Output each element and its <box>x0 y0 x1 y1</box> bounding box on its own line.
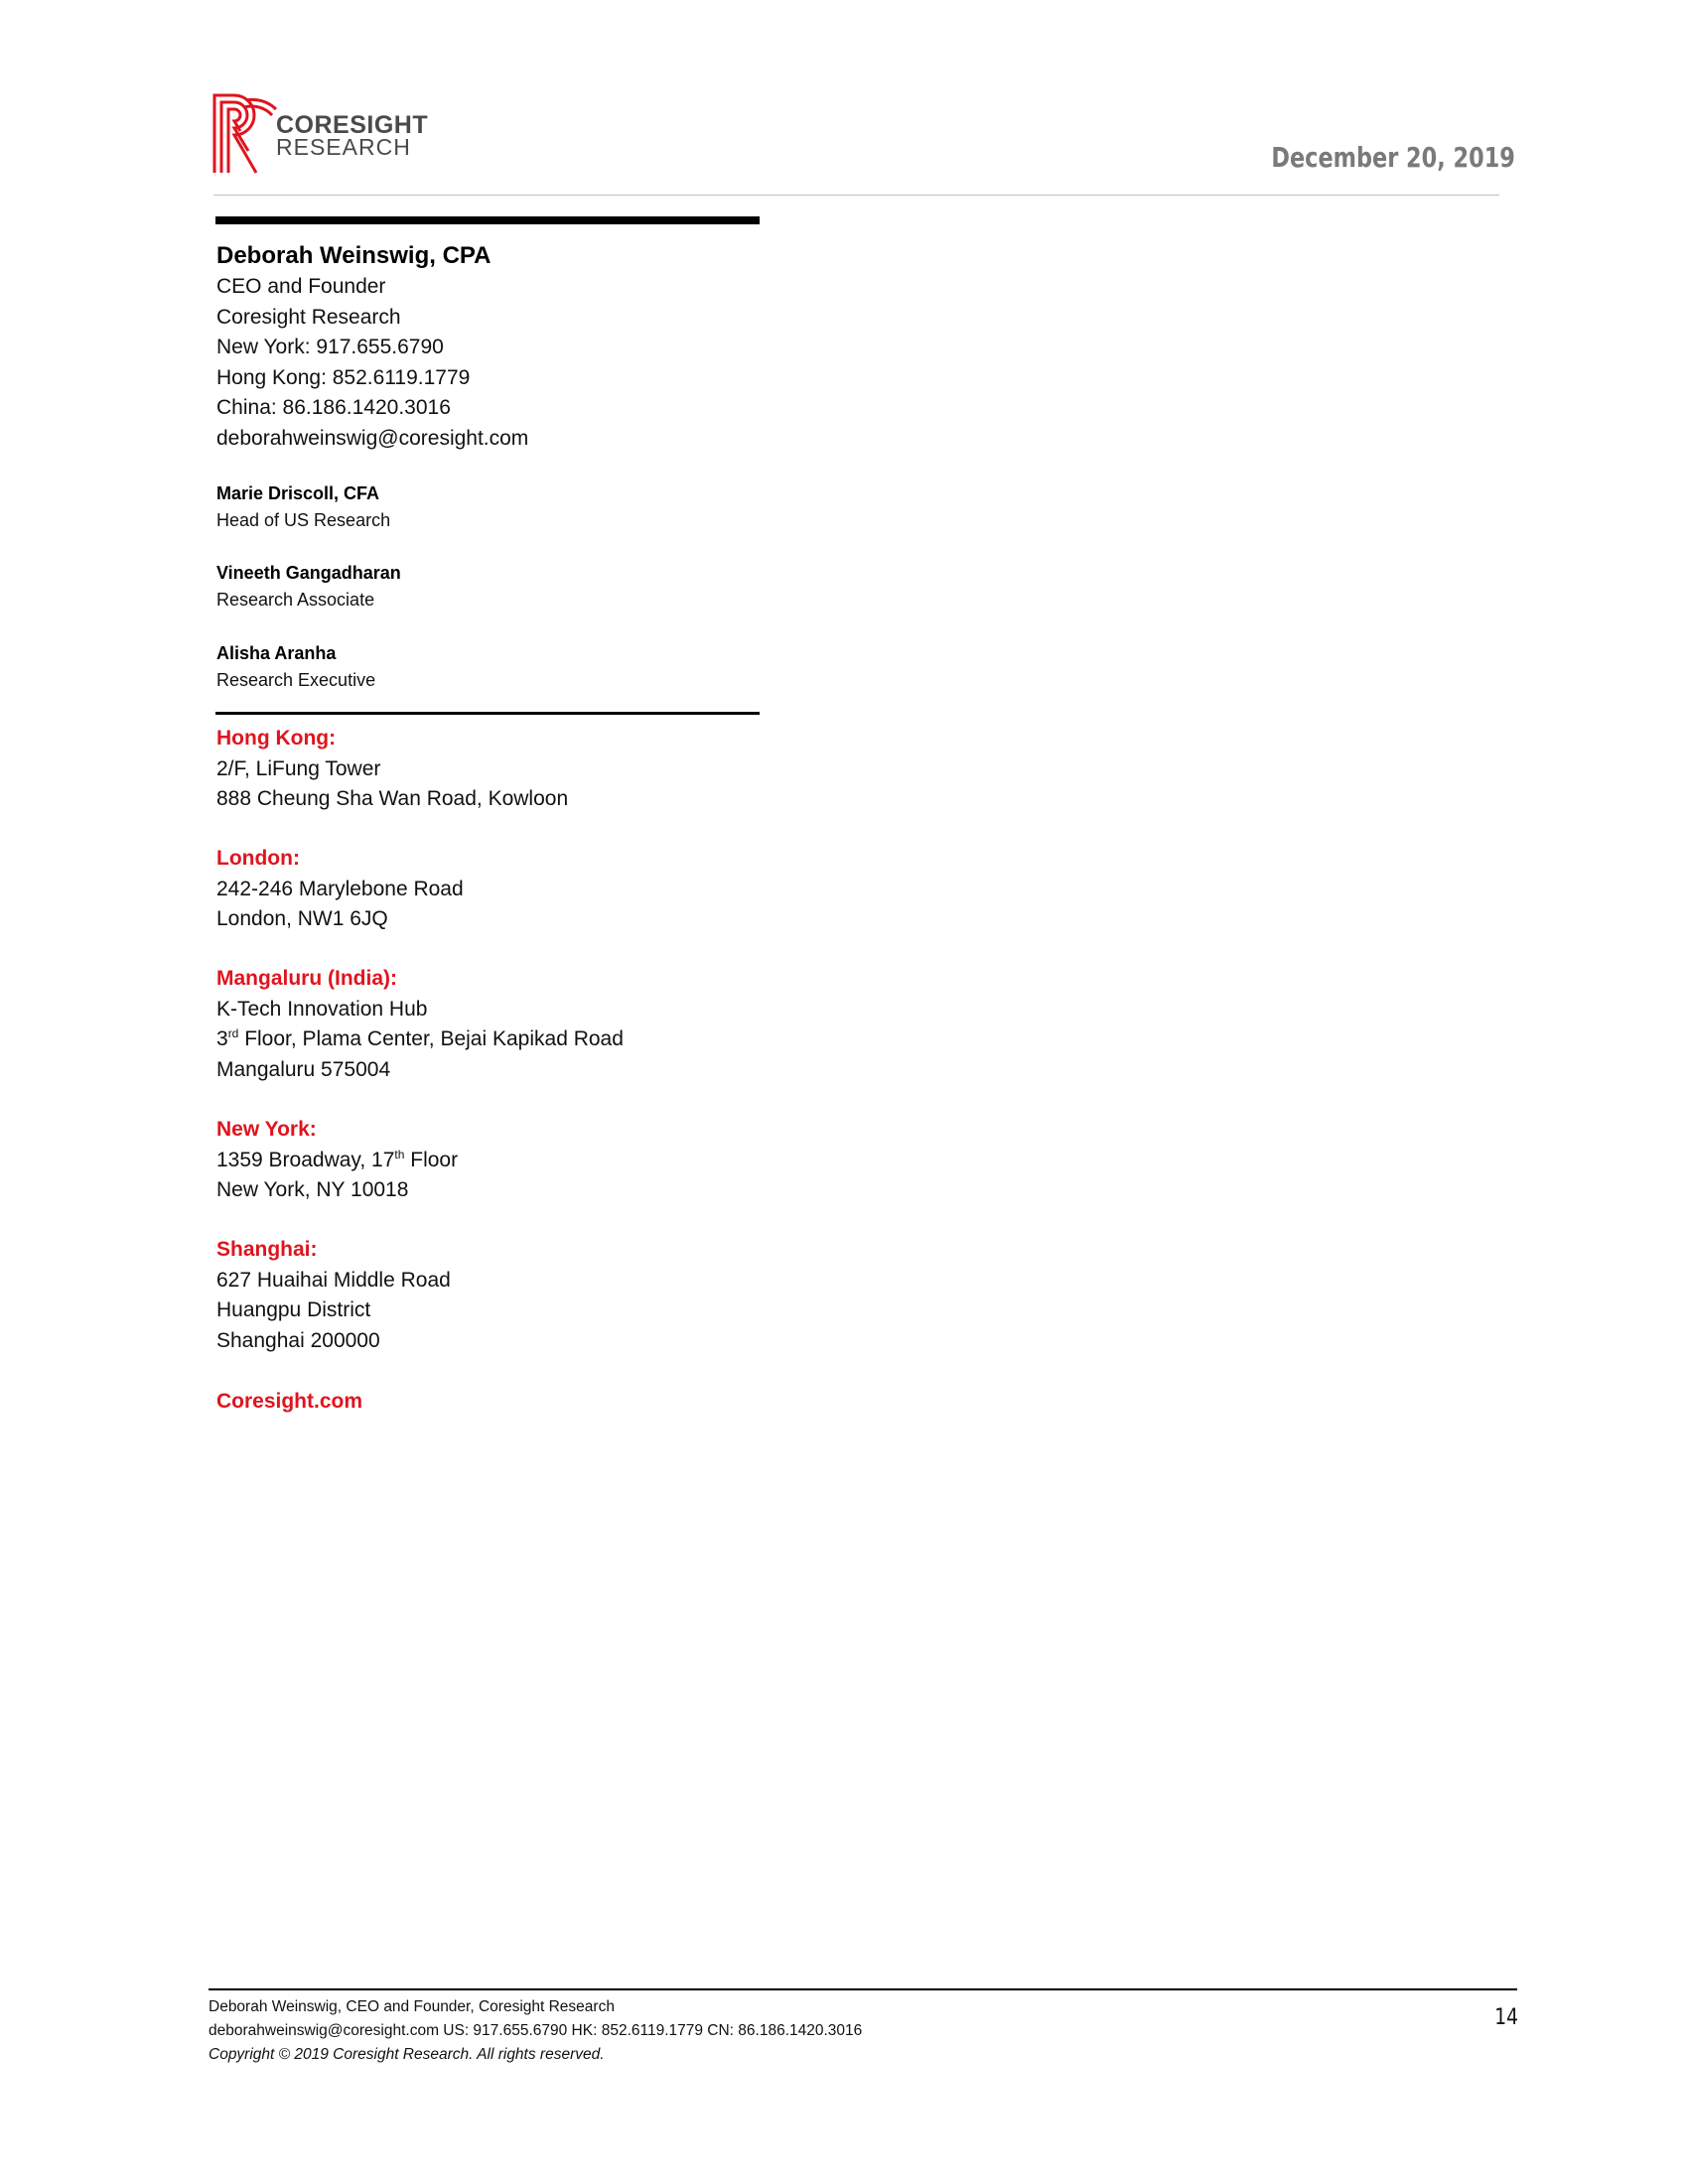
office-title: London: <box>216 847 300 870</box>
ceo-phone-hong-kong: Hong Kong: 852.6119.1779 <box>216 365 471 389</box>
office-address-line: Mangaluru 575004 <box>216 1057 391 1081</box>
footer-author: Deborah Weinswig, CEO and Founder, Coresight Research <box>209 1998 615 2015</box>
offices-divider <box>215 712 760 715</box>
staff-item <box>216 480 390 534</box>
office-new-york <box>216 1115 458 1206</box>
office-shanghai <box>216 1235 451 1356</box>
contacts-top-divider <box>215 216 760 224</box>
office-address-line: 3rd Floor, Plama Center, Bejai Kapikad Road <box>216 1026 624 1050</box>
footer-copyright: Copyright © 2019 Coresight Research. All rights reserved. <box>209 2046 605 2063</box>
page-footer <box>209 1995 862 2067</box>
office-address-line: 1359 Broadway, 17th Floor <box>216 1147 459 1171</box>
office-address-line: 627 Huaihai Middle Road <box>216 1268 451 1292</box>
office-london <box>216 844 464 935</box>
logo-wordmark-coresight: CORESIGHT <box>276 111 429 139</box>
ceo-title: CEO and Founder <box>216 275 386 298</box>
office-address-line: 2/F, LiFung Tower <box>216 756 381 780</box>
staff-name: Vineeth Gangadharan <box>216 563 401 583</box>
ceo-phone-china: China: 86.186.1420.3016 <box>216 396 451 419</box>
office-title: New York: <box>216 1118 317 1141</box>
office-address-line: 888 Cheung Sha Wan Road, Kowloon <box>216 787 569 810</box>
website-link-block <box>216 1390 362 1414</box>
footer-divider <box>209 1988 1517 1990</box>
office-mangaluru <box>216 964 624 1085</box>
report-date: December 20, 2019 <box>1271 141 1515 174</box>
office-address-line: Huangpu District <box>216 1298 371 1321</box>
office-address-line: Shanghai 200000 <box>216 1328 380 1352</box>
staff-role: Research Executive <box>216 670 376 690</box>
office-title: Shanghai: <box>216 1238 318 1261</box>
staff-name: Alisha Aranha <box>216 643 337 663</box>
office-title: Mangaluru (India): <box>216 967 397 990</box>
header-divider <box>213 195 1499 196</box>
office-address-line: London, NW1 6JQ <box>216 907 388 930</box>
office-address-line: New York, NY 10018 <box>216 1178 409 1201</box>
coresight-r-logo-icon <box>211 91 286 175</box>
office-title: Hong Kong: <box>216 727 337 750</box>
ceo-company: Coresight Research <box>216 305 401 329</box>
office-address-line: K-Tech Innovation Hub <box>216 997 428 1021</box>
staff-name: Marie Driscoll, CFA <box>216 483 380 503</box>
ceo-phone-new-york: New York: 917.655.6790 <box>216 336 444 358</box>
staff-item <box>216 560 401 614</box>
office-address-line: 242-246 Marylebone Road <box>216 877 464 900</box>
page-number: 14 <box>1494 2005 1518 2030</box>
footer-contact: deborahweinswig@coresight.com US: 917.655.6790 HK: 852.6119.1779 CN: 86.186.1420.3016 <box>209 2022 863 2039</box>
staff-role: Research Associate <box>216 590 375 610</box>
staff-item <box>216 640 375 694</box>
logo-wordmark-research: RESEARCH <box>276 134 411 160</box>
coresight-logo <box>211 91 429 181</box>
staff-role: Head of US Research <box>216 510 391 530</box>
ceo-contact-block <box>216 240 528 454</box>
ceo-name: Deborah Weinswig, CPA <box>216 242 492 269</box>
ceo-email-link[interactable]: deborahweinswig@coresight.com <box>216 426 529 450</box>
office-hong-kong <box>216 724 568 815</box>
website-link[interactable]: Coresight.com <box>216 1390 363 1413</box>
